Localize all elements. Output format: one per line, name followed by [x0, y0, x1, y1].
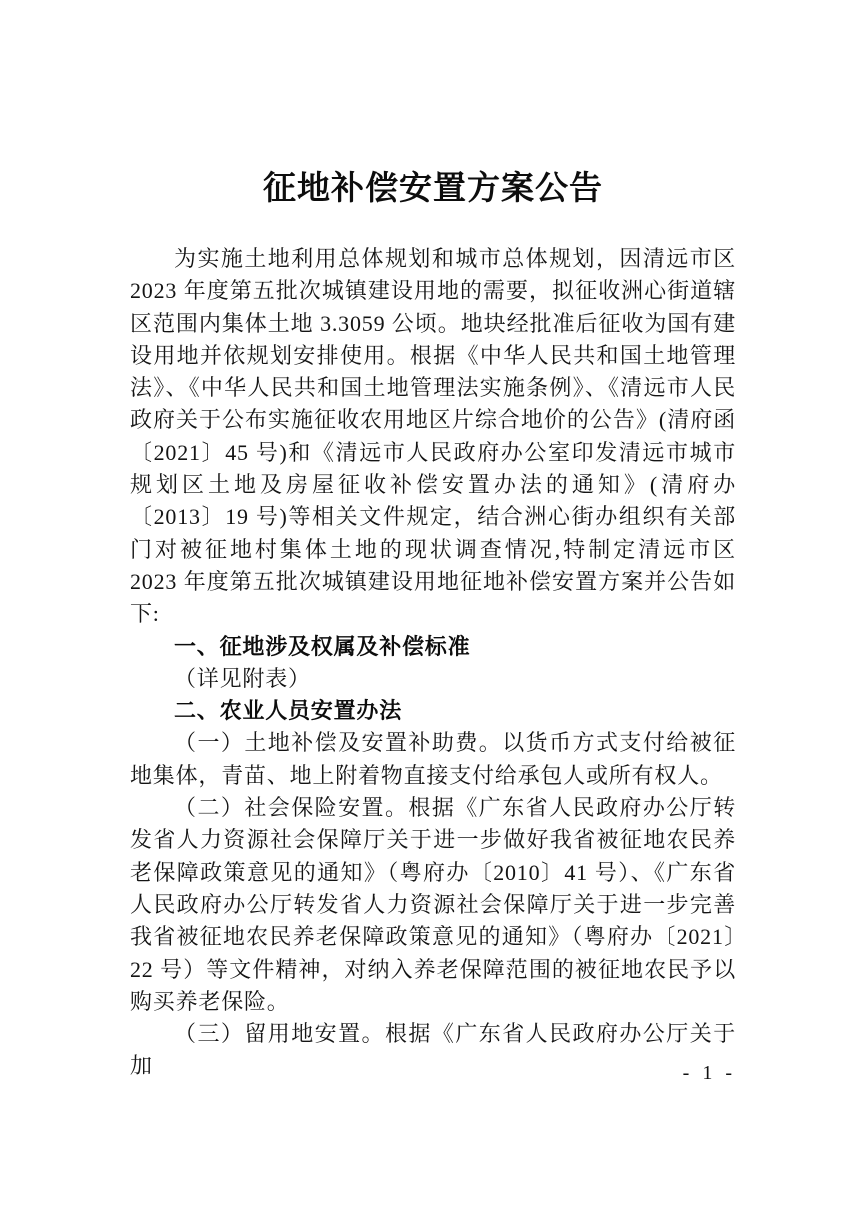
paragraph: （一）土地补偿及安置补助费。以货币方式支付给被征地集体，青苗、地上附着物直接支付给承包人或所有权人。 [130, 730, 736, 788]
section-heading: 一、征地涉及权属及补偿标准 [174, 633, 471, 659]
section-heading: 二、农业人员安置办法 [174, 698, 403, 724]
paragraph: （详见附表） [174, 665, 311, 691]
paragraph: 为实施土地利用总体规划和城市总体规划，因清远市区 2023 年度第五批次城镇建设用地的需要，拟征收洲心街道辖区范围内集体土地 3.3059 公顷。地块经批准后征收为国有建设用地并依规划安排使用。根据《中华人民共和国土地管理法》、《中华人民共和国土地管理法实施条例》、《清远市人民政府关于公布实施征收农用地区片综合地价的公告》(清府函〔2021〕45 号)和《清远市人民政府办公室印发清远市城市规划区土地及房屋征收补偿安置办法的通知》(清府办〔2013〕19 号)等相关文件规定，结合洲心街办组织有关部门对被征地村集体土地的现状调查情况,特制定清远市区 2023 年度第五批次城镇建设用地征地补偿安置方案并公告如下: [130, 246, 736, 627]
document-body [130, 243, 736, 1083]
paragraph: （三）留用地安置。根据《广东省人民政府办公厅关于加 [130, 1021, 736, 1079]
document-content [130, 166, 736, 1083]
paragraph: （二）社会保险安置。根据《广东省人民政府办公厅转发省人力资源社会保障厅关于进一步做好我省被征地农民养老保障政策意见的通知》（粤府办〔2010〕41 号）、《广东省人民政府办公厅转发省人力资源社会保障厅关于进一步完善我省被征地农民养老保障政策意见的通知》（粤府办〔2021〕22 号）等文件精神，对纳入养老保障范围的被征地农民予以购买养老保险。 [130, 795, 736, 1014]
page-number: - 1 - [682, 1062, 736, 1084]
document-title: 征地补偿安置方案公告 [263, 169, 603, 206]
